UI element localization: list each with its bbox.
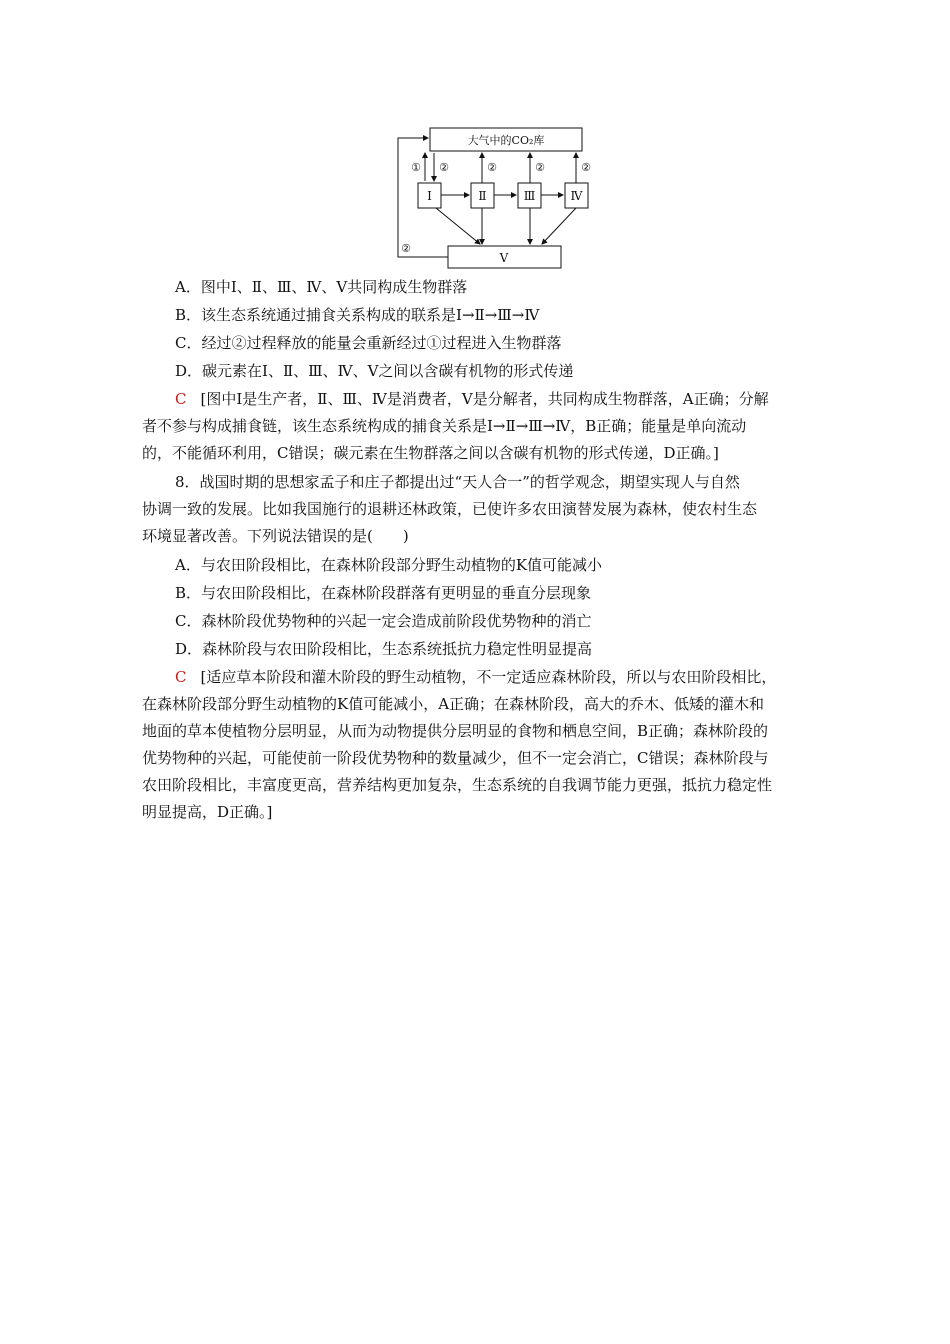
- q7-option-d: D．碳元素在Ⅰ、Ⅱ、Ⅲ、Ⅳ、Ⅴ之间以含碳有机物的形式传递: [175, 362, 574, 380]
- q8-explanation-text-1: [适应草本阶段和灌木阶段的野生动植物，不一定适应森林阶段，所以与农田阶段相比，: [200, 668, 777, 686]
- carbon-cycle-svg: [392, 126, 592, 271]
- q7-explanation-line-3: 的，不能循环利用，C错误；碳元素在生物群落之间以含碳有机物的形式传递，D正确。]: [142, 444, 719, 462]
- q8-explanation-line-6: 明显提高，D正确。]: [142, 803, 273, 821]
- q8-answer: C: [175, 668, 187, 686]
- q7-explanation-text-1: [图中Ⅰ是生产者，Ⅱ、Ⅲ、Ⅳ是消费者，Ⅴ是分解者，共同构成生物群落，A正确；分解: [200, 390, 769, 408]
- node-label-3: Ⅲ: [523, 189, 536, 203]
- co2-box-label: 大气中的CO₂库: [467, 134, 545, 147]
- node-label-4: Ⅳ: [570, 189, 583, 203]
- process-2-label-consumer-3: ②: [535, 161, 545, 174]
- process-1-label: ①: [411, 161, 421, 174]
- q8-option-a: A．与农田阶段相比，在森林阶段部分野生动植物的K值可能减小: [175, 556, 603, 574]
- q8-option-d: D．森林阶段与农田阶段相比，生态系统抵抗力稳定性明显提高: [175, 640, 593, 658]
- q8-option-c: C．森林阶段优势物种的兴起一定会造成前阶段优势物种的消亡: [175, 612, 592, 630]
- q8-explanation-line-2: 在森林阶段部分野生动植物的K值可能减小，A正确；在森林阶段，高大的乔木、低矮的灌木和: [142, 695, 765, 713]
- q7-answer: C: [175, 390, 187, 408]
- q8-stem-line-3: 环境显著改善。下列说法错误的是( ): [142, 527, 409, 545]
- process-2-label-producer: ②: [439, 161, 449, 174]
- node-label-5: Ⅴ: [499, 251, 509, 265]
- process-2-label-consumer-4: ②: [581, 161, 591, 174]
- node-label-1: Ⅰ: [427, 189, 432, 203]
- q7-option-b: B．该生态系统通过捕食关系构成的联系是Ⅰ→Ⅱ→Ⅲ→Ⅳ: [175, 306, 540, 324]
- q7-option-c: C．经过②过程释放的能量会重新经过①过程进入生物群落: [175, 334, 562, 352]
- node-label-2: Ⅱ: [478, 189, 487, 203]
- q8-option-b: B．与农田阶段相比，在森林阶段群落有更明显的垂直分层现象: [175, 584, 592, 602]
- q8-stem-line-1: 8．战国时期的思想家孟子和庄子都提出过“天人合一”的哲学观念，期望实现人与自然: [175, 473, 740, 491]
- q8-explanation-line-4: 优势物种的兴起，可能使前一阶段优势物种的数量减少，但不一定会消亡，C错误；森林阶段与: [142, 749, 769, 767]
- q8-explanation-line-5: 农田阶段相比，丰富度更高，营养结构更加复杂，生态系统的自我调节能力更强，抵抗力稳定性: [142, 776, 773, 794]
- q8-explanation-line-3: 地面的草本使植物分层明显，从而为动物提供分层明显的食物和栖息空间，B正确；森林阶段的: [142, 722, 769, 740]
- q7-explanation-line-1: [175, 389, 855, 409]
- q8-stem-line-2: 协调一致的发展。比如我国施行的退耕还林政策，已使许多农田演替发展为森林，使农村生态: [142, 500, 758, 518]
- q7-explanation-line-2: 者不参与构成捕食链，该生态系统构成的捕食关系是Ⅰ→Ⅱ→Ⅲ→Ⅳ，B正确；能量是单向流动: [142, 417, 747, 435]
- process-2-label-decomposer: ②: [401, 242, 411, 255]
- carbon-cycle-diagram: [392, 126, 592, 271]
- q8-explanation-line-1: [175, 667, 855, 687]
- process-2-label-consumer-2: ②: [487, 161, 497, 174]
- q7-option-a: A．图中Ⅰ、Ⅱ、Ⅲ、Ⅳ、Ⅴ共同构成生物群落: [175, 278, 468, 296]
